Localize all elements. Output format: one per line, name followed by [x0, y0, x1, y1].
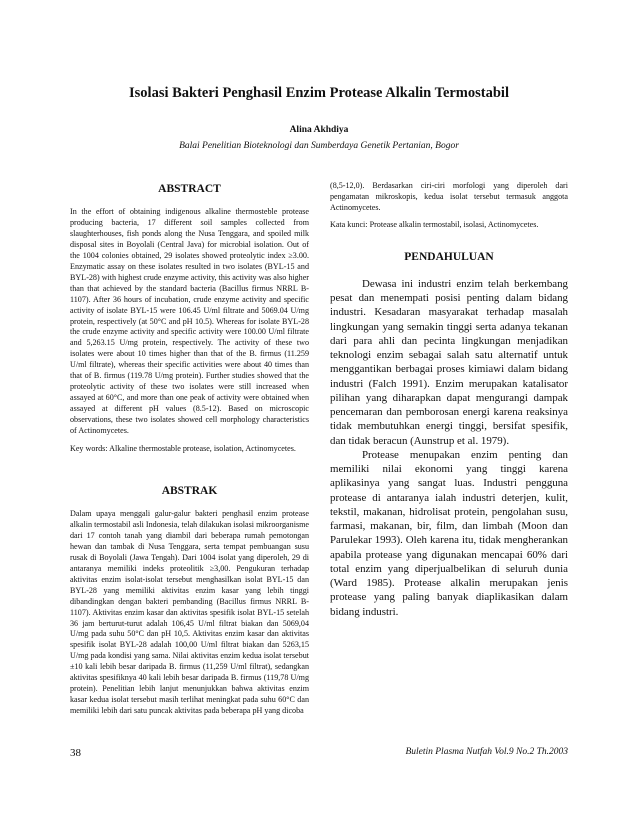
paper-title: Isolasi Bakteri Penghasil Enzim Protease Alkalin Termostabil: [129, 85, 509, 101]
keywords-label: Key words:: [70, 444, 108, 454]
abstract-en-keywords: [70, 444, 309, 455]
author-affiliation: Balai Penelitian Bioteknologi dan Sumberdaya Genetik Pertanian, Bogor: [179, 141, 459, 151]
journal-citation: Buletin Plasma Nutfah Vol.9 No.2 Th.2003: [405, 747, 568, 757]
kata-kunci-text: Protease alkalin termostabil, isolasi, Actinomycetes.: [369, 219, 539, 229]
abstract-en-text: In the effort of obtaining indigenous alkaline thermosteble protease producing bacteria, 17 different soil samples collected from slaughterhouses, fish ponds along the Nusa Tenggara, and spoiled milk disposal sites in Boyolali (Central Java) for microbial isolation. Out of the 1004 colonies obtained, 29 isolates showed proteolytic index ≥3.00. Enzymatic assay on these isolates resulted in two isolates (BYL-15 and BYL-28) with highest crude enzyme activity, this activity was also higher than that achieved by the standard bacteria (Bacillus firmus NRRL B-1107). After 36 hours of incubation, crude enzyme activity and specific activity of isolate BYL-15 were 106.45 U/ml filtrate and 5069.04 U/mg protein, respectively (at 50°C and pH 10.5). Whereas for isolate BYL-28 the crude enzyme activity and specific activity were 100.00 U/ml filtrate and 5,263.15 U/mg protein, respectively. The activity of these two isolates were about 10 times higher than that of the B. firmus (11.259 U/ml filtrate), whereas their specific activities were about 40 times than that of B. firmus (119.78 U/mg protein). Further studies showed that the proteolytic activity of these two isolates were still increased when assayed at 60°C, and more than one peak of activity were obtained when assayed at different pH values (8.5-12). Based on microscopic observations, these two isolates showed cell morphology characteristics of Actinomycetes.: [70, 207, 309, 436]
author-name: Alina Akhdiya: [289, 125, 349, 135]
intro-heading: PENDAHULUAN: [404, 250, 494, 263]
kata-kunci-label: Kata kunci:: [330, 219, 368, 229]
keywords-text: Alkaline thermostable protease, isolation, Actinomycetes.: [109, 444, 296, 454]
abstract-id-keywords: [330, 220, 568, 231]
page-number: 38: [70, 747, 81, 759]
abstract-id-heading: ABSTRAK: [161, 484, 218, 497]
abstract-id-text: Dalam upaya menggali galur-galur bakteri penghasil enzim protease alkalin termostabil asli Indonesia, telah dilakukan isolasi mikroorganisme dari 17 contoh tanah yang diambil dari beberapa rumah pemotongan hewan dan tambak di Nusa Tenggara, serta tempat pembuangan susu rusak di Boyolali (Jawa Tengah). Dari 1004 isolat yang diperoleh, 29 di antaranya memiliki indeks proteolitik ≥3,00. Pengukuran terhadap aktivitas enzim isolat-isolat tersebut menghasilkan isolat BYL-15 dan BYL-28 yang memiliki aktivitas enzim kasar yang lebih tinggi dibandingkan dengan bakteri pembanding (Bacillus firmus NRRL B-1107). Aktivitas enzim kasar dan aktivitas spesifik isolat BYL-15 setelah 36 jam berturut-turut adalah 106,45 U/ml filtrat biakan dan 5069,04 U/mg pada suhu 50°C dan pH 10,5. Aktivitas enzim kasar dan aktivitas spesifik isolat BYL-28 adalah 100,00 U/ml filtrat biakan dan 5263,15 U/mg pada kondisi yang sama. Nilai aktivitas enzim kedua isolat tersebut ±10 kali lebih besar daripada B. firmus (11,259 U/ml filtrat), sedangkan aktivitas spesifiknya 40 kali lebih besar daripada B. firmus (119,78 U/mg protein). Penelitian lebih lanjut menunjukkan bahwa aktivitas enzim kasar kedua isolat tersebut masih terlihat meningkat pada suhu 60°C dan memiliki lebih dari satu puncak aktivitas pada beberapa pH yang dicoba: [70, 508, 309, 716]
right-column: [330, 181, 568, 619]
intro-paragraph-1: Dewasa ini industri enzim telah berkembang pesat dan menempati posisi penting dalam bidang industri. Kesadaran masyarakat terhadap masalah lingkungan yang semakin tinggi serta adanya tekanan dari para ahli dan pecinta lingkungan menjadikan teknologi enzim sebagai salah satu alternatif untuk menggantikan berbagai proses kimiawi dalam bidang industri (Falch 1991). Enzim merupakan katalisator pilihan yang diharapkan dapat mengurangi dampak pencemaran dan pemborosan energi karena reaksinya tidak membutuhkan energi tinggi, bersifat spesifik, dan tidak beracun (Aunstrup et al. 1979).: [330, 277, 568, 447]
intro-paragraph-2: Protease menupakan enzim penting dan memiliki nilai ekonomi yang tinggi karena aplikasinya yang sangat luas. Industri pengguna protease di antaranya ialah industri deterjen, kulit, tekstil, makanan, hidrolisat protein, pengolahan susu, farmasi, makanan, bir, film, dan limbah (Moon dan Parulekar 1993). Oleh karena itu, tidak mengherankan apabila protease yang digunakan mencapai 60% dari total enzim yang diperjualbelikan di seluruh dunia (Ward 1985). Protease alkalin merupakan jenis protease yang paling banyak diaplikasikan dalam bidang industri.: [330, 448, 568, 618]
left-column: [70, 183, 309, 717]
abstract-en-heading: ABSTRACT: [158, 183, 221, 195]
abstract-id-text-continued: (8,5-12,0). Berdasarkan ciri-ciri morfologi yang diperoleh dari pengamatan mikroskopis, kedua isolat tersebut termasuk anggota Actinomycetes.: [330, 181, 568, 212]
